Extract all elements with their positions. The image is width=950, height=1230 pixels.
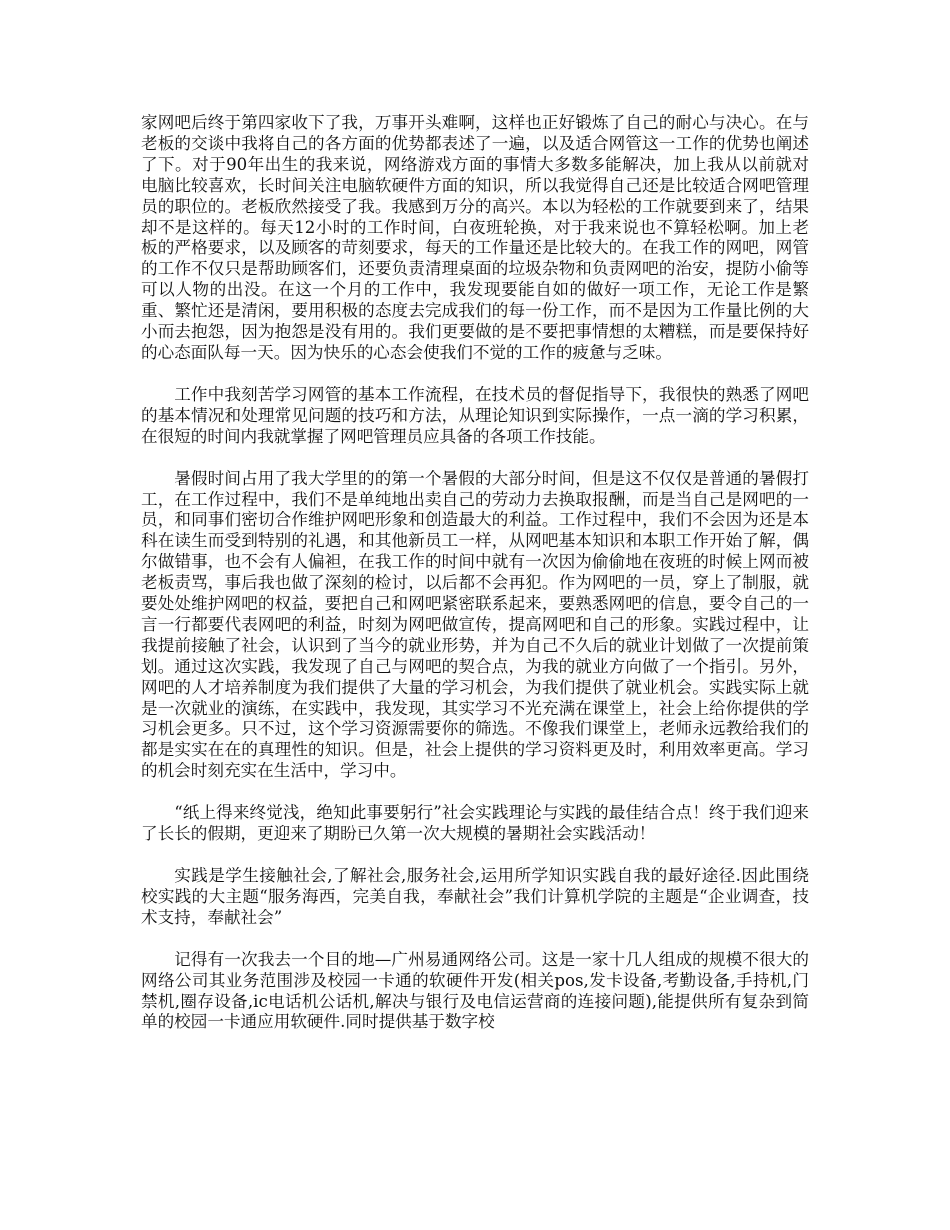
document-body <box>141 113 809 1054</box>
paragraph-3: 暑假时间占用了我大学里的的第一个暑假的大部分时间，但是这不仅仅是普通的暑假打工，在工作过程中，我们不是单纯地出卖自己的劳动力去换取报酬，而是当自己是网吧的一员，和同事们密切合作维护网吧形象和创造最大的利益。工作过程中，我们不会因为还是本科在读生而受到特别的礼遇，和其他新员工一样，从网吧基本知识和本职工作开始了解，偶尔做错事，也不会有人偏袒，在我工作的时间中就有一次因为偷偷地在夜班的时候上网而被老板责骂，事后我也做了深刻的检讨，以后都不会再犯。作为网吧的一员，穿上了制服，就要处处维护网吧的权益，要把自己和网吧紧密联系起来，要熟悉网吧的信息，要令自己的一言一行都要代表网吧的利益，时刻为网吧做宣传，提高网吧和自己的形象。实践过程中，让我提前接触了社会，认识到了当今的就业形势，并为自己不久后的就业计划做了一次提前策划。通过这次实践，我发现了自己与网吧的契合点，为我的就业方向做了一个指引。另外，网吧的人才培养制度为我们提供了大量的学习机会，为我们提供了就业机会。实践实际上就是一次就业的演练，在实践中，我发现，其实学习不光充满在课堂上，社会上给你提供的学习机会更多。只不过，这个学习资源需要你的筛选。不像我们课堂上，老师永远教给我们的都是实实在在的真理性的知识。但是，社会上提供的学习资料更及时，利用效率更高。学习的机会时刻充实在生活中，学习中。 <box>141 468 809 781</box>
paragraph-2: 工作中我刻苦学习网管的基本工作流程，在技术员的督促指导下，我很快的熟悉了网吧的基本情况和处理常见问题的技巧和方法，从理论知识到实际操作，一点一滴的学习积累，在很短的时间内我就掌握了网吧管理员应具备的各项工作技能。 <box>141 384 809 446</box>
paragraph-5: 实践是学生接触社会,了解社会,服务社会,运用所学知识实践自我的最好途径.因此围绕校实践的大主题“服务海西，完美自我，奉献社会”我们计算机学院的主题是“企业调查，技术支持，奉献社会” <box>141 866 809 927</box>
paragraph-1: 家网吧后终于第四家收下了我，万事开头难啊，这样也正好锻炼了自己的耐心与决心。在与老板的交谈中我将自己的各方面的优势都表述了一遍，以及适合网管这一工作的优势也阐述了下。对于90年出生的我来说，网络游戏方面的事情大多数多能解决，加上我从以前就对电脑比较喜欢，长时间关注电脑软硬件方面的知识，所以我觉得自己还是比较适合网吧管理员的职位的。老板欣然接受了我。我感到万分的高兴。本以为轻松的工作就要到来了，结果却不是这样的。每天12小时的工作时间，白夜班轮换，对于我来说也不算轻松啊。加上老板的严格要求，以及顾客的苛刻要求，每天的工作量还是比较大的。在我工作的网吧，网管的工作不仅只是帮助顾客们，还要负责清理桌面的垃圾杂物和负责网吧的治安，提防小偷等可以人物的出没。在这一个月的工作中，我发现要能自如的做好一项工作，无论工作是繁重、繁忙还是清闲，要用积极的态度去完成我们的每一份工作，而不是因为工作量比例的大小而去抱怨，因为抱怨是没有用的。我们更要做的是不要把事情想的太糟糕，而是要保持好的心态面队每一天。因为快乐的心态会使我们不觉的工作的疲惫与乏味。 <box>141 113 809 362</box>
paragraph-6: 记得有一次我去一个目的地—广州易通网络公司。这是一家十几人组成的规模不很大的网络公司其业务范围涉及校园一卡通的软硬件开发(相关pos,发卡设备,考勤设备,手持机,门禁机,圈存设备,ic电话机公话机,解决与银行及电信运营商的连接问题),能提供所有复杂到简单的校园一卡通应用软硬件.同时提供基于数字校 <box>141 949 809 1032</box>
paragraph-4: “纸上得来终觉浅，绝知此事要躬行”社会实践理论与实践的最佳结合点！终于我们迎来了长长的假期，更迎来了期盼已久第一次大规模的暑期社会实践活动！ <box>141 803 809 844</box>
